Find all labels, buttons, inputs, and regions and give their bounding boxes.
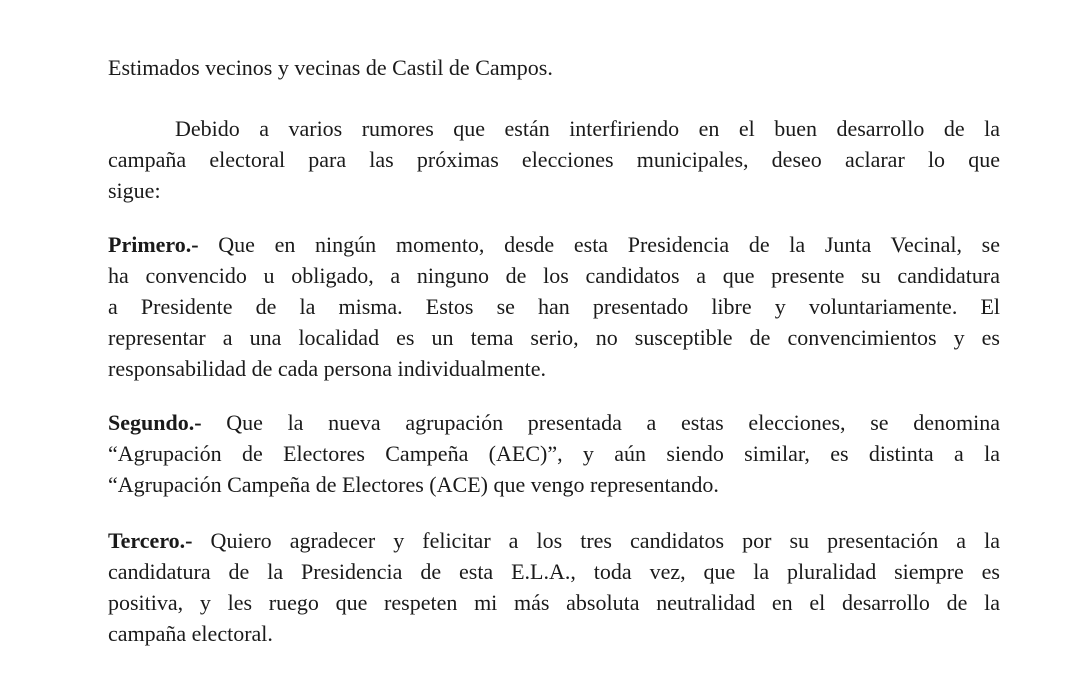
primero-line-1: [108, 229, 1000, 260]
tercero-line-3: positiva, y les ruego que respeten mi más absoluta neutralidad en el desarrollo de la: [108, 590, 1000, 615]
intro-line-3: sigue:: [108, 178, 161, 203]
tercero-line-1: [108, 525, 1000, 556]
intro-line-2: campaña electoral para las próximas elecciones municipales, deseo aclarar lo que: [108, 147, 1000, 172]
intro-line-1: Debido a varios rumores que están interfiriendo en el buen desarrollo de la: [175, 116, 1000, 141]
tercero-text-1: Quiero agradecer y felicitar a los tres candidatos por su presentación a la: [192, 528, 1000, 553]
segundo-heading: Segundo.-: [108, 410, 202, 435]
segundo-line-3: “Agrupación Campeña de Electores (ACE) que vengo representando.: [108, 472, 719, 497]
primero-line-5: responsabilidad de cada persona individualmente.: [108, 356, 547, 381]
segundo-text-1: Que la nueva agrupación presentada a estas elecciones, se denomina: [201, 410, 1000, 435]
primero-heading: Primero.-: [108, 232, 199, 257]
primero-text-1: Que en ningún momento, desde esta Presidencia de la Junta Vecinal, se: [198, 232, 1000, 257]
primero-line-3: a Presidente de la misma. Estos se han presentado libre y voluntariamente. El: [108, 294, 1000, 319]
primero-line-4: representar a una localidad es un tema serio, no susceptible de convencimientos y es: [108, 325, 1000, 350]
segundo-line-2: “Agrupación de Electores Campeña (AEC)”, y aún siendo similar, es distinta a la: [108, 441, 1000, 466]
primero-line-2: ha convencido u obligado, a ninguno de los candidatos a que presente su candidatura: [108, 263, 1000, 288]
greeting: Estimados vecinos y vecinas de Castil de Campos.: [108, 55, 553, 80]
tercero-heading: Tercero.-: [108, 528, 193, 553]
tercero-line-4: campaña electoral.: [108, 621, 273, 646]
segundo-line-1: [108, 407, 1000, 438]
tercero-line-2: candidatura de la Presidencia de esta E.L.A., toda vez, que la pluralidad siempre es: [108, 559, 1000, 584]
